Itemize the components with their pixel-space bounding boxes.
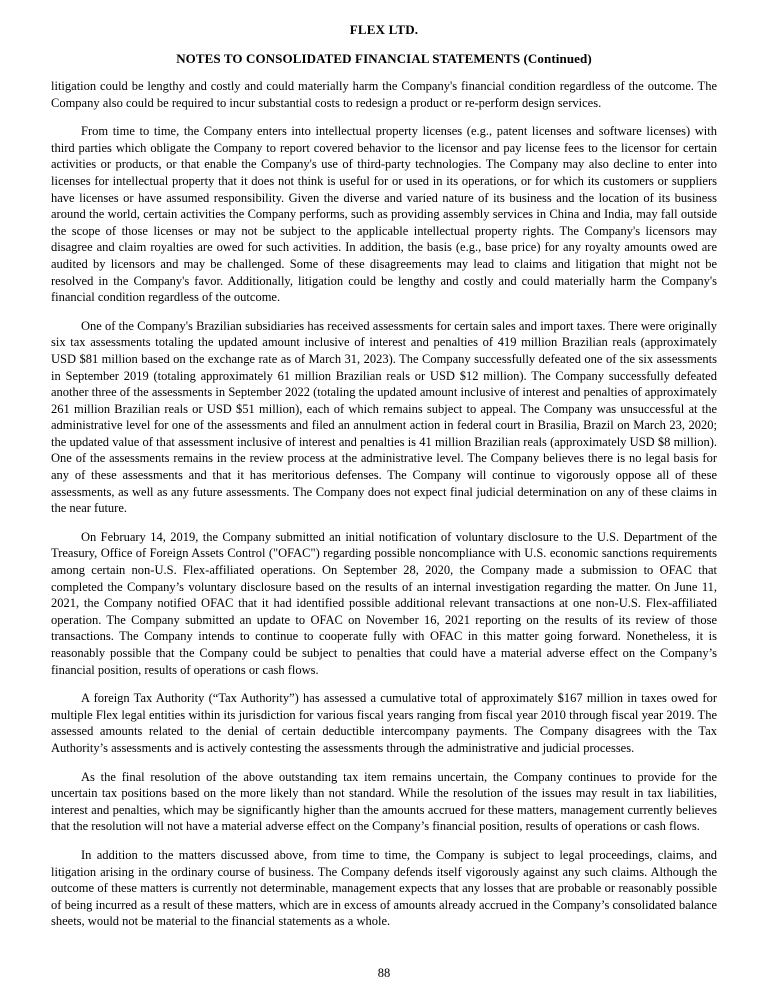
paragraph-ip-licenses: From time to time, the Company enters into intellectual property licenses (e.g., patent licenses and software licenses) with third parties which obligate the Company to report covered behavior to the licensor and pay license fees to the licensor for certain activities or products, or that enable the Company's use of third-party technologies. The Company may also decline to enter into licenses for intellectual property that it does not think is useful for or used in its operations, or for which its customers or suppliers have licenses or have assumed responsibility. Given the diverse and varied nature of its business and the location of its business around the world, certain activities the Company performs, such as providing assembly services in China and India, may fall outside the scope of those licenses or may not be subject to the applicable intellectual property rights. The Company's licensors may disagree and claim royalties are owed for such activities. In addition, the basis (e.g., base price) for any royalty amounts owed are audited by licensors and may be challenged. Some of these disagreements may lead to claims and litigation that might not be resolved in the Company's favor. Additionally, litigation could be lengthy and costly and could materially harm the Company's financial condition regardless of the outcome. bbox=[51, 124, 717, 305]
document-body bbox=[51, 78, 717, 930]
page-number: 88 bbox=[377, 966, 391, 980]
document-header bbox=[51, 22, 717, 67]
paragraph-ofac-disclosure: On February 14, 2019, the Company submitted an initial notification of voluntary disclosure to the U.S. Department of the Treasury, Office of Foreign Assets Control ("OFAC") regarding possible noncompliance with U.S. economic sanctions requirements among certain non-U.S. Flex-affiliated operations. On September 28, 2020, the Company made a submission to OFAC that completed the Company’s voluntary disclosure based on the results of an internal investigation regarding the matter. On June 11, 2021, the Company notified OFAC that it had identified possible additional relevant transactions at one non-U.S. Flex-affiliated operation. The Company submitted an update to OFAC on November 16, 2021 reporting on the results of its review of those transactions. The Company intends to continue to cooperate fully with OFAC in this matter going forward. Nonetheless, it is reasonably possible that the Company could be subject to penalties that could have a material adverse effect on the Company’s financial position, results of operations or cash flows. bbox=[51, 529, 717, 677]
paragraph-uncertain-tax-positions: As the final resolution of the above outstanding tax item remains uncertain, the Company continues to provide for the uncertain tax positions based on the more likely than not standard. While the resolution of the issues may result in tax liabilities, interest and penalties, which may be significantly higher than the amounts accrued for these matters, management currently believes that the resolution will not have a material adverse effect on the Company’s financial position, results of operations or cash flows. bbox=[51, 769, 717, 834]
paragraph-brazil-tax-assessments: One of the Company's Brazilian subsidiaries has received assessments for certain sales and import taxes. There were originally six tax assessments totaling the updated amount inclusive of interest and penalties of 419 million Brazilian reals (approximately USD $81 million based on the exchange rate as of March 31, 2023). The Company successfully defeated one of the six assessments in September 2019 (totaling approximately 61 million Brazilian reals or USD $12 million). The Company successfully defeated another three of the assessments in September 2022 (totaling the updated amount inclusive of interest and penalties of approximately 261 million Brazilian reals or USD $51 million), each of which remains subject to appeal. The Company was unsuccessful at the administrative level for one of the assessments and filed an annulment action in federal court in Brasilia, Brazil on March 23, 2020; the updated value of that assessment inclusive of interest and penalties is 41 million Brazilian reals (approximately USD $8 million). One of the assessments remains in the review process at the administrative level. The Company believes there is no legal basis for any of these assessments and that it has meritorious defenses. The Company will continue to vigorously oppose all of these assessments, as well as any future assessments. The Company does not expect final judicial determination on any of these claims in the near future. bbox=[51, 318, 717, 516]
company-title: FLEX LTD. bbox=[349, 22, 419, 37]
page-footer bbox=[0, 966, 768, 981]
paragraph-foreign-tax-authority: A foreign Tax Authority (“Tax Authority”) has assessed a cumulative total of approximately $167 million in taxes owed for multiple Flex legal entities within its jurisdiction for various fiscal years ranging from fiscal year 2010 through fiscal year 2019. The assessed amounts related to the denial of certain deductible intercompany payments. The Company disagrees with the Tax Authority’s assessments and is actively contesting the assessments through the administrative and judicial processes. bbox=[51, 691, 717, 755]
paragraph-litigation-continuation: litigation could be lengthy and costly and could materially harm the Company's financial condition regardless of the outcome. The Company also could be required to incur substantial costs to redesign a product or re-perform design services. bbox=[51, 79, 717, 110]
document-subtitle: NOTES TO CONSOLIDATED FINANCIAL STATEMENTS (Continued) bbox=[176, 51, 592, 66]
paragraph-ordinary-course-litigation: In addition to the matters discussed above, from time to time, the Company is subject to legal proceedings, claims, and litigation arising in the ordinary course of business. The Company defends itself vigorously against any such claims. Although the outcome of these matters is currently not determinable, management expects that any losses that are probable or reasonably possible of being incurred as a result of these matters, which are in excess of amounts already accrued in the Company’s consolidated balance sheets, would not be material to the financial statements as a whole. bbox=[51, 847, 717, 929]
